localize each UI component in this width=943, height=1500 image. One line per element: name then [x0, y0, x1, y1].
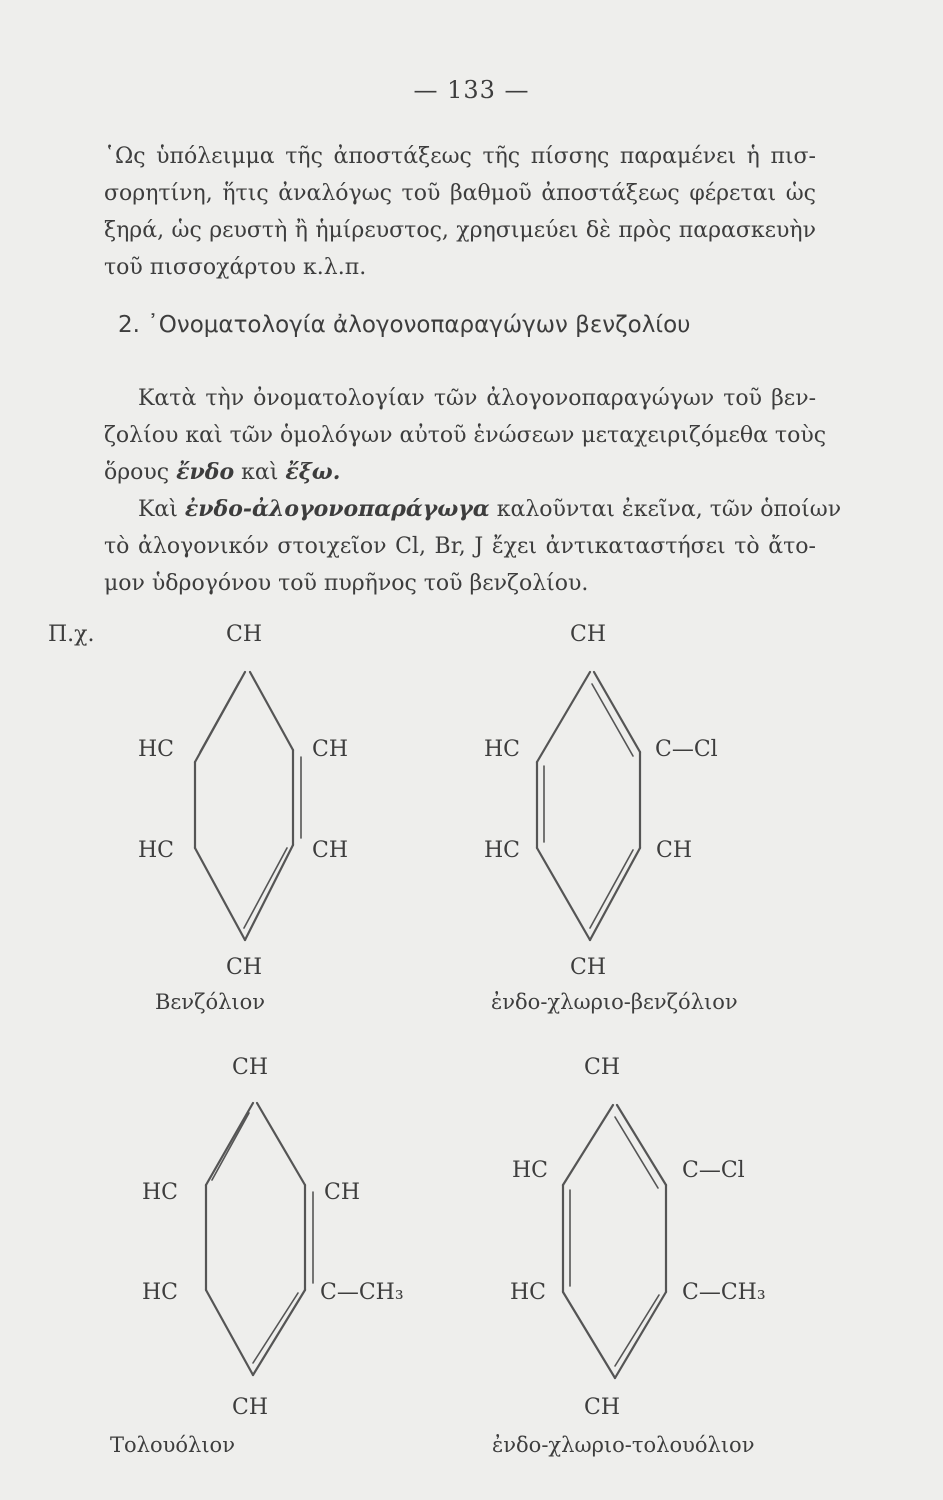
atom-lower-right: CH [656, 838, 693, 863]
text-line: Καὶ ἐνδο-ἀλογονοπαράγωγα καλοῦνται ἐκεῖνα, τῶν ὁποίων [138, 496, 842, 522]
atom-bottom: CH [584, 1395, 621, 1420]
term-endo-halogen: ἐνδο-ἀλογονοπαράγωγα [184, 496, 490, 522]
page-number: — 133 — [413, 76, 530, 104]
atom-top: CH [570, 622, 607, 647]
section-heading: 2. ᾿Ονοματολογία ἀλογονοπαραγώγων βενζολίου [118, 312, 691, 338]
text-line: ὅρους ἔνδο καὶ ἔξω. [104, 459, 341, 485]
text-line: ῾Ως ὑπόλειμμα τῆς ἀποστάξεως τῆς πίσσης παραμένει ἡ πισ- [104, 144, 816, 169]
atom-lower-left: HC [138, 838, 175, 863]
text-line: ζολίου καὶ τῶν ὁμολόγων αὐτοῦ ἑνώσεων μεταχειριζόμεθα τοὺς [104, 423, 827, 448]
atom-bottom: CH [232, 1395, 269, 1420]
chlorobenzene-ring-bonds [537, 672, 640, 940]
atom-top: CH [232, 1055, 269, 1080]
atom-lower-right: C—CH₃ [682, 1280, 766, 1305]
term-exo: ἔξω. [285, 459, 341, 485]
text-line: σορητίνη, ἥτις ἀναλόγως τοῦ βαθμοῦ ἀποστάξεως φέρεται ὡς [104, 181, 816, 206]
atom-upper-left: HC [484, 737, 521, 762]
atom-bottom: CH [570, 955, 607, 980]
toluene-ring-bonds [206, 1103, 313, 1375]
text-line: τοῦ πισσοχάρτου κ.λ.π. [104, 255, 367, 280]
atom-upper-left: HC [512, 1158, 549, 1183]
caption: ἐνδο-χλωριο-βενζόλιον [491, 990, 738, 1014]
atom-bottom: CH [226, 955, 263, 980]
atom-upper-left: HC [138, 737, 175, 762]
term-endo: ἔνδο [176, 459, 235, 485]
caption: ἐνδο-χλωριο-τολουόλιον [492, 1433, 755, 1457]
text-line: ξηρά, ὡς ρευστὴ ἢ ἡμίρευστος, χρησιμεύει δὲ πρὸς παρασκευὴν [104, 218, 816, 243]
atom-upper-right: C—Cl [682, 1158, 745, 1183]
atom-top: CH [226, 622, 263, 647]
text-line: μον ὑδρογόνου τοῦ πυρῆνος τοῦ βενζολίου. [104, 571, 589, 596]
caption: Τολουόλιον [110, 1433, 235, 1457]
caption: Βενζόλιον [155, 990, 266, 1014]
atom-lower-right: C—CH₃ [320, 1280, 404, 1305]
text-line: Κατὰ τὴν ὀνοματολογίαν τῶν ἀλογονοπαραγώγων τοῦ βεν- [138, 386, 816, 411]
atom-upper-right: CH [312, 737, 349, 762]
atom-lower-left: HC [484, 838, 521, 863]
atom-lower-left: HC [142, 1280, 179, 1305]
atom-upper-left: HC [142, 1180, 179, 1205]
example-label: Π.χ. [48, 622, 95, 647]
atom-lower-right: CH [312, 838, 349, 863]
text-line: τὸ ἀλογονικόν στοιχεῖον Cl, Br, J ἔχει ἀντικαταστήσει τὸ ἄτο- [104, 534, 816, 559]
atom-upper-right: C—Cl [655, 737, 718, 762]
atom-upper-right: CH [324, 1180, 361, 1205]
atom-lower-left: HC [510, 1280, 547, 1305]
benzene-ring-bonds [195, 672, 301, 940]
atom-top: CH [584, 1055, 621, 1080]
chlorotoluene-ring-bonds [563, 1105, 666, 1378]
